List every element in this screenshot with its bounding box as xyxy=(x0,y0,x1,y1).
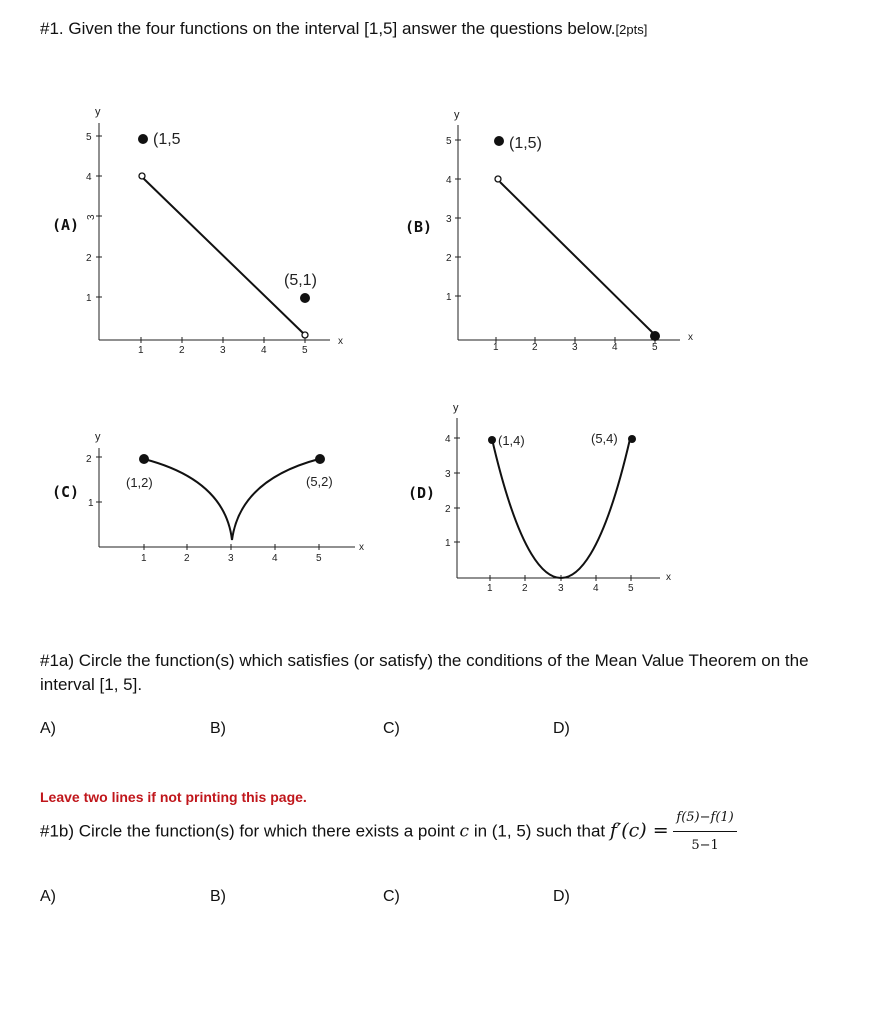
graph-b-ytick: 4 xyxy=(446,175,452,186)
graph-d-xtick: 1 xyxy=(487,583,493,594)
graph-b-xtick: 3 xyxy=(572,342,578,353)
graph-b-xtick: 2 xyxy=(532,342,538,353)
graph-b-label: (B) xyxy=(405,218,433,236)
graph-d-point-5-4 xyxy=(628,435,636,443)
graph-a-point-1-5 xyxy=(138,134,148,144)
choice-1a-d[interactable]: D) xyxy=(553,720,570,737)
graph-a-point-5-1 xyxy=(300,293,310,303)
question-1a-text: #1a) Circle the function(s) which satisfies (or satisfy) the conditions of the Mean Value Theorem on the interval [1, 5]. xyxy=(40,651,809,694)
graph-d xyxy=(454,418,660,581)
graph-b-ytick: 2 xyxy=(446,253,452,264)
graph-a-y-axis-label: y xyxy=(95,106,101,118)
graph-c xyxy=(96,448,355,550)
graph-d-ytick: 4 xyxy=(445,434,451,445)
question-1b-var: c xyxy=(459,821,470,842)
graph-a-label: (A) xyxy=(52,216,80,234)
graph-b-xtick: 4 xyxy=(612,342,618,353)
question-1b-interval: in (1, 5) such that xyxy=(473,821,606,841)
graph-d-annotation: (1,4) xyxy=(498,433,525,448)
question-1b xyxy=(40,806,737,858)
question-1b-text: #1b) Circle the function(s) for which there exists a point xyxy=(40,821,455,841)
graph-d-xtick: 3 xyxy=(558,583,564,594)
graph-a-x-axis-label: x xyxy=(338,336,343,347)
choice-1b-b[interactable]: B) xyxy=(210,888,226,905)
graph-d-ytick: 1 xyxy=(445,538,451,549)
graph-b-open-point-start xyxy=(495,176,501,182)
graph-a-ytick: 1 xyxy=(86,293,92,304)
graph-d-point-1-4 xyxy=(488,436,496,444)
graph-c-xtick: 5 xyxy=(316,553,322,564)
graph-d-xtick: 5 xyxy=(628,583,634,594)
graph-c-xtick: 1 xyxy=(141,553,147,564)
graph-a-xtick: 5 xyxy=(302,345,308,356)
graph-d-ytick: 2 xyxy=(445,504,451,515)
choice-1b-a[interactable]: A) xyxy=(40,888,56,905)
graph-b-ytick: 1 xyxy=(446,292,452,303)
choice-1b-d[interactable]: D) xyxy=(553,888,570,905)
graph-d-xtick: 2 xyxy=(522,583,528,594)
graph-c-point-5-2 xyxy=(315,454,325,464)
graph-c-xtick: 3 xyxy=(228,553,234,564)
graph-c-annotation: (1,2) xyxy=(126,475,153,490)
graph-b-point-1-5 xyxy=(494,136,504,146)
choice-1a-a[interactable]: A) xyxy=(40,720,56,737)
graph-d-ytick: 3 xyxy=(445,469,451,480)
graph-c-point-1-2 xyxy=(139,454,149,464)
graph-a-ytick: 5 xyxy=(86,132,92,143)
graph-d-annotation: (5,4) xyxy=(591,431,618,446)
graph-a-xtick: 4 xyxy=(261,345,267,356)
choice-1b-c[interactable]: C) xyxy=(383,888,400,905)
instruction-note: Leave two lines if not printing this page. xyxy=(40,789,307,805)
mvt-fraction xyxy=(673,806,736,858)
graph-b-segment xyxy=(500,182,654,334)
graph-a-ytick: 2 xyxy=(86,253,92,264)
graph-d-label: (D) xyxy=(408,484,436,502)
graph-a-annotation: (5,1) xyxy=(284,272,317,289)
graph-b-y-axis-label: y xyxy=(454,109,460,121)
graph-b-x-axis-label: x xyxy=(688,332,693,343)
graph-b-annotation: (1,5) xyxy=(509,135,542,152)
graph-c-xtick: 2 xyxy=(184,553,190,564)
choice-1a-b[interactable]: B) xyxy=(210,720,226,737)
graph-b xyxy=(455,125,680,343)
graph-a-xtick: 3 xyxy=(220,345,226,356)
graph-a-segment xyxy=(143,178,303,333)
graph-b-xtick: 1 xyxy=(493,342,499,353)
graph-d-x-axis-label: x xyxy=(666,572,671,583)
graph-d-curve xyxy=(492,439,630,578)
graph-a xyxy=(96,123,330,343)
points-value: [2pts] xyxy=(615,22,648,37)
graph-b-ytick: 3 xyxy=(446,214,452,225)
graph-b-closed-point-end xyxy=(650,331,660,341)
graph-a-xtick: 2 xyxy=(179,345,185,356)
problem-title-text: #1. Given the four functions on the interval [1,5] answer the questions below. xyxy=(40,19,616,38)
graph-a-xtick: 1 xyxy=(138,345,144,356)
graph-a-ytick: 4 xyxy=(86,172,92,183)
graph-a-open-point-start xyxy=(139,173,145,179)
graph-c-curve xyxy=(144,459,319,540)
graph-c-label: (C) xyxy=(52,483,80,501)
graph-d-y-axis-label: y xyxy=(453,402,459,414)
graph-a-open-point-end xyxy=(302,332,308,338)
graph-b-ytick: 5 xyxy=(446,136,452,147)
graph-c-annotation: (5,2) xyxy=(306,474,333,489)
mvt-numerator: f(5)−f(1) xyxy=(673,806,736,832)
graph-c-ytick: 2 xyxy=(86,454,92,465)
graph-c-x-axis-label: x xyxy=(359,542,364,553)
graph-a-annotation: (1,5 xyxy=(153,131,181,148)
graph-c-xtick: 4 xyxy=(272,553,278,564)
graph-a-ytick: 3 xyxy=(86,214,97,220)
graph-b-xtick: 5 xyxy=(652,342,658,353)
graph-d-xtick: 4 xyxy=(593,583,599,594)
graph-c-ytick: 1 xyxy=(88,498,94,509)
mvt-lhs: f′(c) = xyxy=(609,819,669,842)
graph-c-y-axis-label: y xyxy=(95,431,101,443)
choice-1a-c[interactable]: C) xyxy=(383,720,400,737)
mvt-denominator: 5−1 xyxy=(691,838,719,853)
